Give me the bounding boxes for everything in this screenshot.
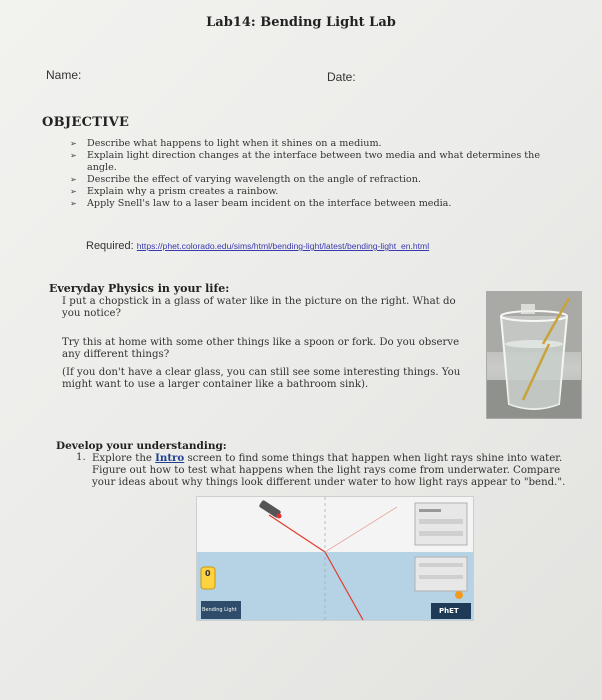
phet-logo[interactable]: PhET [439, 607, 459, 615]
list-item: ➢ Apply Snell's law to a laser beam incident on the interface between media. [70, 198, 452, 209]
objective-heading: OBJECTIVE [42, 115, 130, 130]
list-item: ➢ Explain light direction changes at the interface between two media and what determines the angle. [70, 150, 541, 173]
arrow-bullet-icon: ➢ [70, 139, 77, 148]
name-field[interactable] [86, 80, 296, 94]
phet-sim-link[interactable]: https://phet.colorado.edu/sims/html/bending-light/latest/bending-light_en.html [136, 241, 430, 251]
arrow-bullet-icon: ➢ [70, 151, 77, 160]
intro-link[interactable]: Intro [155, 452, 185, 464]
bending-light-sim [196, 496, 474, 621]
everyday-paragraph-1: I put a chopstick in a glass of water like in the picture on the right. What do you notice? [62, 296, 456, 319]
everyday-paragraph-2: Try this at home with some other things like a spoon or fork. Do you observe any different things? [62, 337, 460, 360]
objective-list [70, 138, 540, 210]
develop-item-text: Explore the Intro screen to find some things that happen when light rays shine into water. Figure out how to test what happens when the light rays come from underwater. Compare your ideas about why things look different under water to how light rays appear to "bend.". [92, 452, 566, 488]
arrow-bullet-icon: ➢ [70, 175, 77, 184]
page-title: Lab14: Bending Light Lab [206, 15, 396, 30]
everyday-physics-heading: Everyday Physics in your life: [49, 282, 230, 295]
glass-illustration [487, 292, 581, 418]
protractor-value: 0 [205, 569, 211, 578]
list-item: ➢ Describe the effect of varying wavelength on the angle of refraction. [70, 174, 421, 185]
arrow-bullet-icon: ➢ [70, 199, 77, 208]
sim-nav-label[interactable]: Bending Light [202, 607, 237, 613]
arrow-bullet-icon: ➢ [70, 187, 77, 196]
date-field[interactable] [360, 80, 530, 94]
list-item: ➢ Explain why a prism creates a rainbow. [70, 186, 279, 197]
chopstick-glass-photo [486, 291, 582, 419]
develop-heading: Develop your understanding: [56, 440, 227, 452]
list-item: ➢ Describe what happens to light when it shines on a medium. [70, 138, 382, 149]
date-label: Date: [327, 70, 356, 84]
everyday-paragraph-3: (If you don't have a clear glass, you can still see some interesting things. You might want to use a larger container like a bathroom sink). [62, 367, 461, 390]
laser-ray-diagram [197, 497, 473, 620]
develop-item-number: 1. [76, 452, 86, 463]
required-line [86, 240, 429, 252]
required-label: Required: [86, 240, 134, 252]
name-label: Name: [46, 68, 82, 82]
